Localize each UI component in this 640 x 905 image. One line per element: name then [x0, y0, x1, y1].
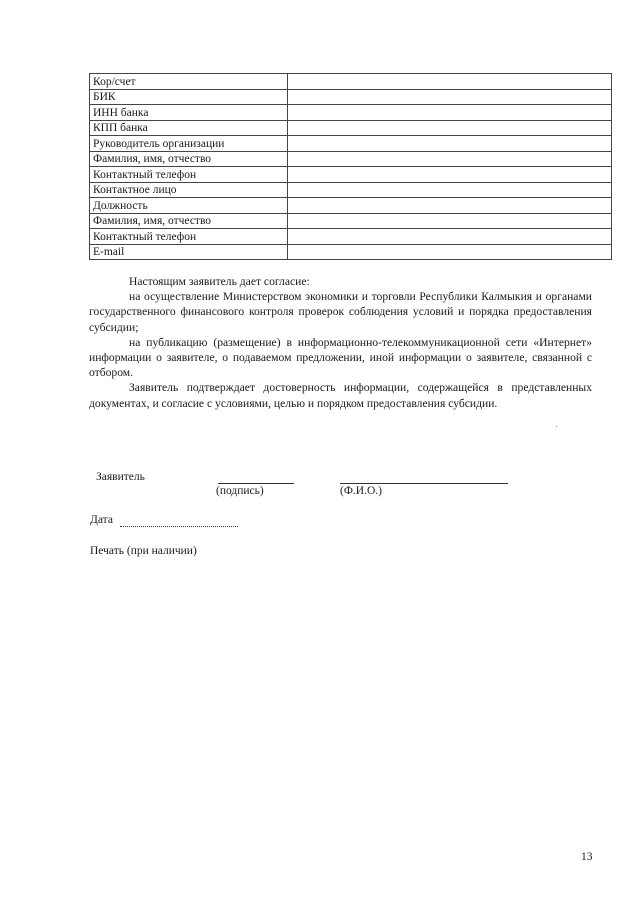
row-value-contact-person[interactable] — [288, 182, 612, 198]
page-number: 13 — [581, 851, 593, 863]
row-value-contact-full-name[interactable] — [288, 213, 612, 229]
row-value-cor-account[interactable] — [288, 74, 612, 90]
row-value-bank-inn[interactable] — [288, 105, 612, 121]
row-value-position[interactable] — [288, 198, 612, 214]
signature-caption: (подпись) — [216, 485, 264, 497]
date-label: Дата — [90, 514, 113, 526]
scan-speck — [556, 426, 557, 427]
applicant-label: Заявитель — [96, 471, 145, 483]
consent-confirmation: Заявитель подтверждает достоверность информации, содержащейся в представленных документах, и согласие с условиями, целью и порядком предоставления субсидии. — [89, 381, 592, 410]
row-label-contact-person: Контактное лицо — [90, 182, 288, 198]
table-row — [90, 213, 612, 229]
table-row — [90, 120, 612, 136]
row-value-bik[interactable] — [288, 89, 612, 105]
row-label-head-of-org: Руководитель организации — [90, 136, 288, 152]
date-line[interactable] — [120, 526, 238, 527]
consent-intro: Настоящим заявитель дает согласие: — [129, 275, 310, 288]
row-label-contact-phone: Контактный телефон — [90, 229, 288, 245]
row-label-bik: БИК — [90, 89, 288, 105]
consent-item-publication: на публикацию (размещение) в информационно-телекоммуникационной сети «Интернет» информации о заявителе, о подаваемом предложении, иной информации о заявителе, связанной с отбором. — [89, 335, 592, 380]
stamp-label: Печать (при наличии) — [90, 545, 197, 557]
table-row — [90, 229, 612, 245]
row-label-bank-inn: ИНН банка — [90, 105, 288, 121]
row-value-contact-phone[interactable] — [288, 229, 612, 245]
consent-section — [89, 274, 592, 411]
row-label-bank-kpp: КПП банка — [90, 120, 288, 136]
signature-line[interactable] — [218, 483, 294, 484]
row-value-head-full-name[interactable] — [288, 151, 612, 167]
row-label-cor-account: Кор/счет — [90, 74, 288, 90]
table-row — [90, 198, 612, 214]
row-value-head-phone[interactable] — [288, 167, 612, 183]
row-label-head-phone: Контактный телефон — [90, 167, 288, 183]
table-row — [90, 136, 612, 152]
table-row — [90, 89, 612, 105]
row-value-head-of-org[interactable] — [288, 136, 612, 152]
row-label-head-full-name: Фамилия, имя, отчество — [90, 151, 288, 167]
row-value-email[interactable] — [288, 244, 612, 260]
full-name-caption: (Ф.И.О.) — [340, 485, 382, 497]
row-label-email: E-mail — [90, 244, 288, 260]
table-row — [90, 244, 612, 260]
table-row — [90, 167, 612, 183]
table-row — [90, 74, 612, 90]
row-label-position: Должность — [90, 198, 288, 214]
full-name-line[interactable] — [340, 483, 508, 484]
table-row — [90, 151, 612, 167]
consent-item-inspections: на осуществление Министерством экономики и торговли Республики Калмыкия и органами государственного финансового контроля проверок соблюдения условий и порядка предоставления субсидии; — [89, 290, 592, 334]
row-value-bank-kpp[interactable] — [288, 120, 612, 136]
table-row — [90, 105, 612, 121]
row-label-contact-full-name: Фамилия, имя, отчество — [90, 213, 288, 229]
table-row — [90, 182, 612, 198]
applicant-details-table — [89, 73, 612, 260]
